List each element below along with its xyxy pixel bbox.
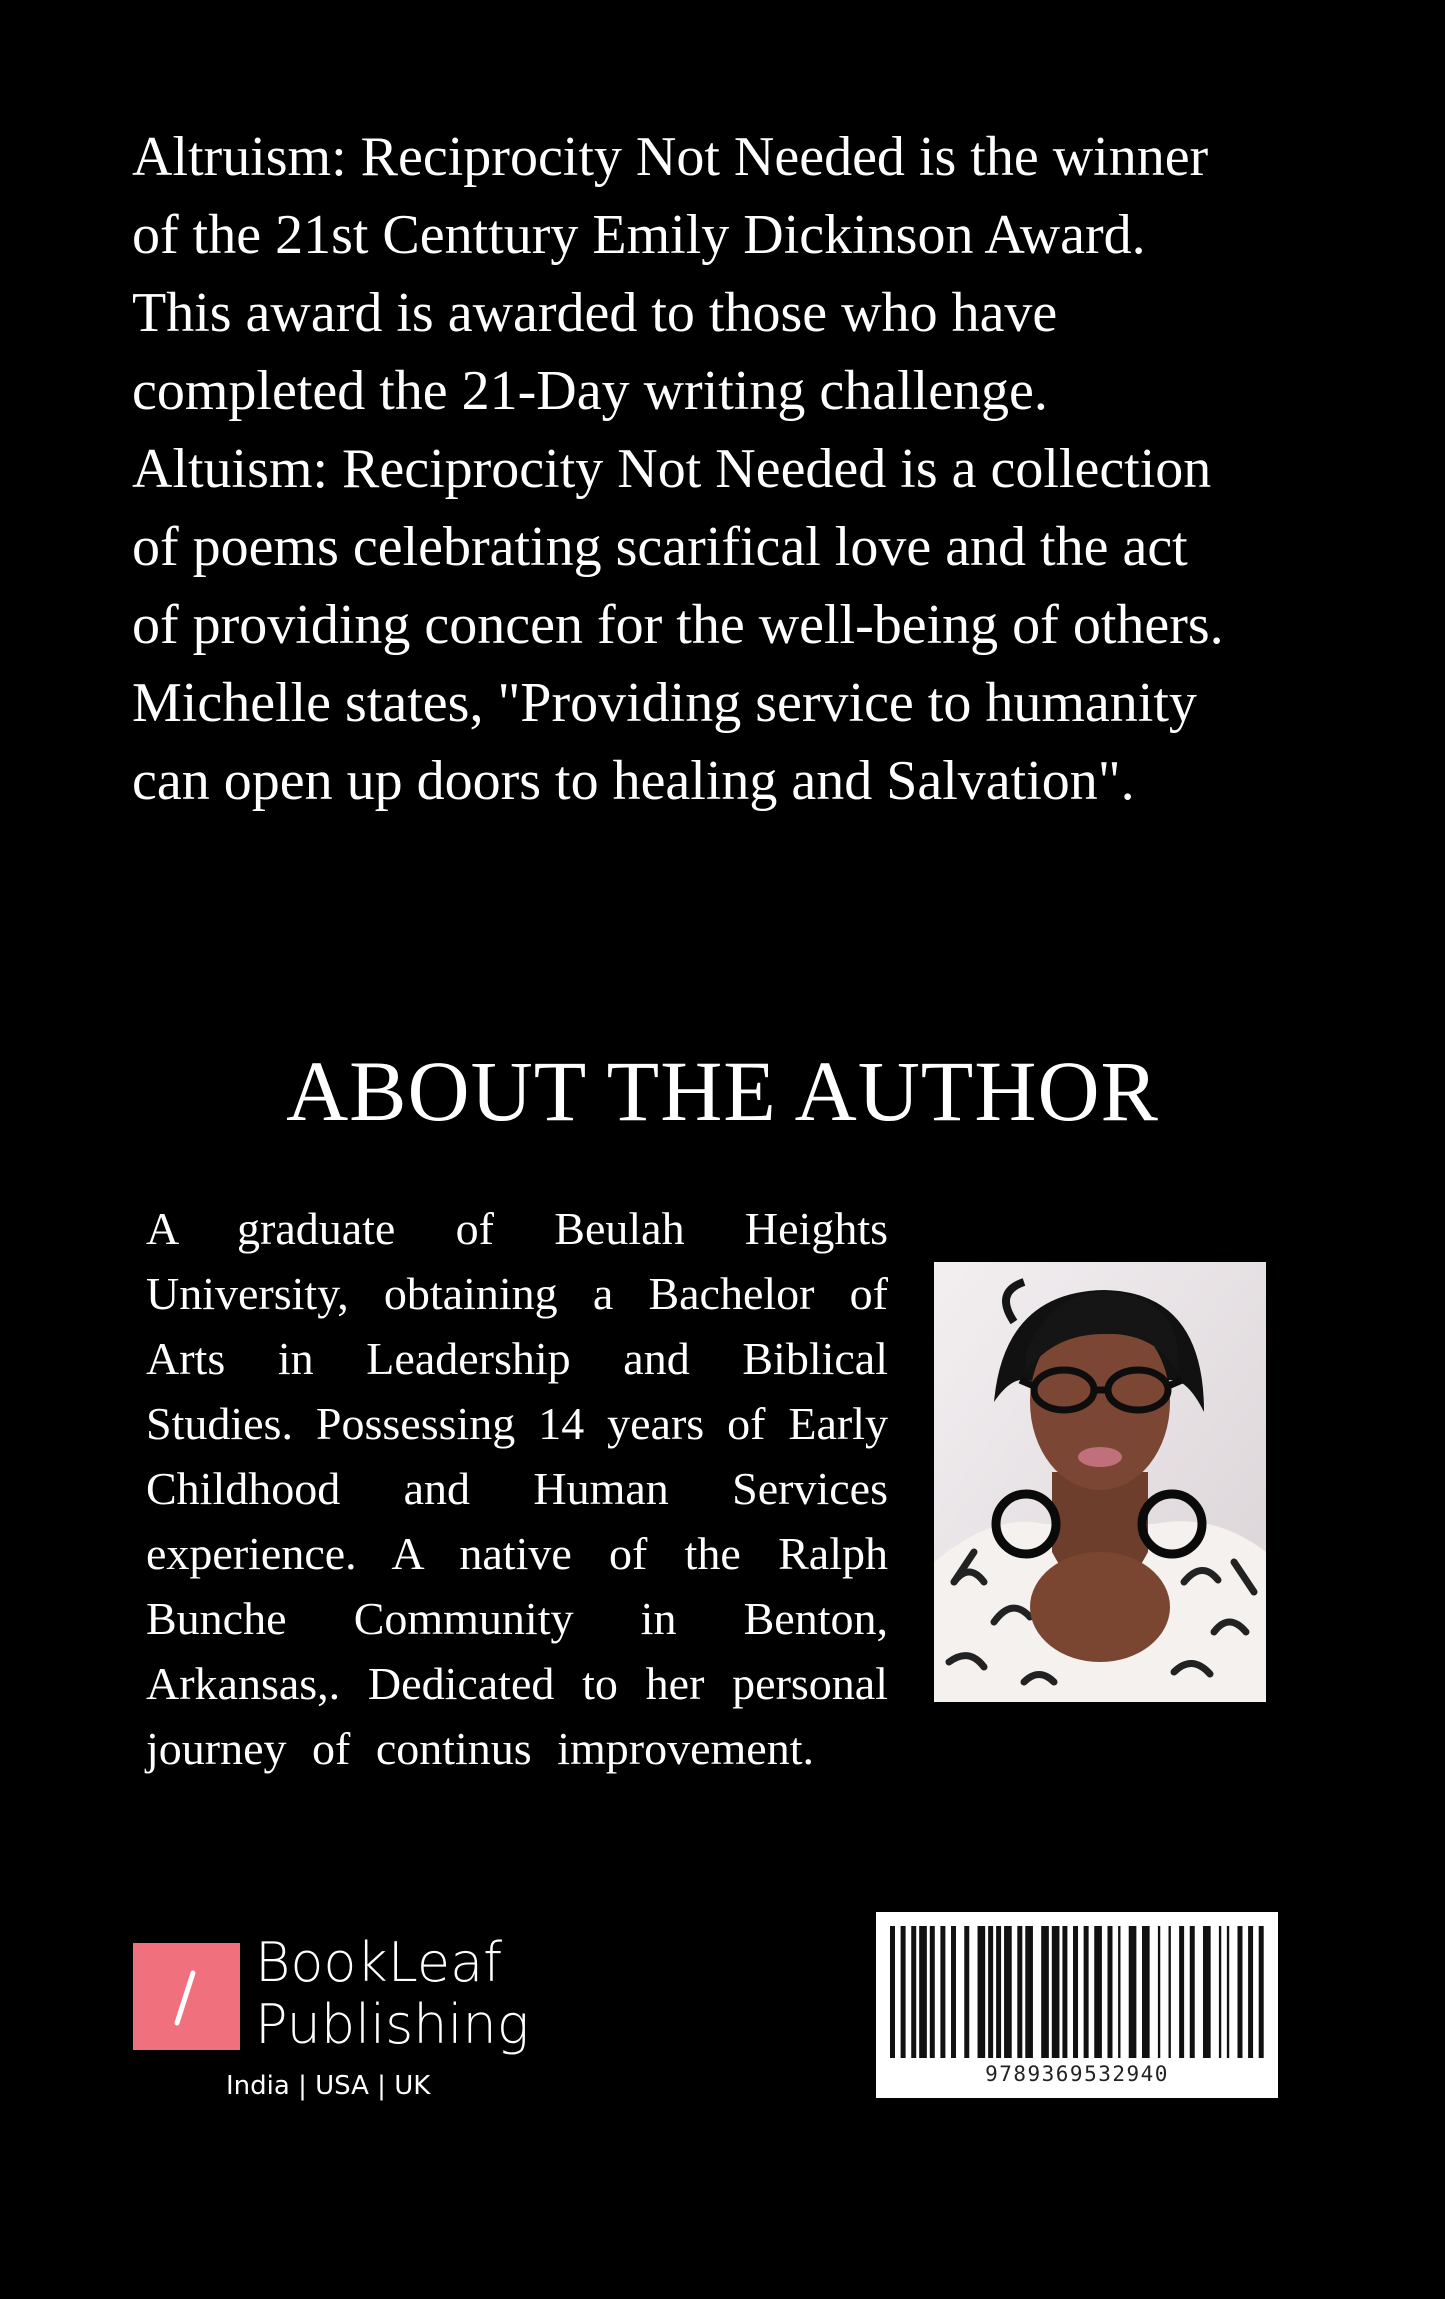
bio-line: Bunche Community in Benton, [146, 1593, 888, 1644]
bio-line: Arts in Leadership and Biblical [146, 1333, 888, 1384]
barcode-bar [930, 1926, 935, 2058]
blurb-line: of providing concen for the well-being of others. [132, 594, 1224, 656]
back-cover-blurb [132, 118, 1332, 820]
bio-line: Studies. Possessing 14 years of Early [146, 1398, 888, 1449]
bio-line: experience. A native of the Ralph [146, 1528, 888, 1579]
isbn-number: 9789369532940 [985, 2062, 1169, 2086]
bookleaf-publishing-logo [133, 1931, 533, 2120]
barcode-bar [988, 1926, 993, 2058]
barcode-bar [1118, 1926, 1120, 2058]
barcode-bar [1108, 1926, 1113, 2058]
barcode-bar [1052, 1926, 1060, 2058]
barcode-bar [1248, 1926, 1253, 2058]
blurb-line: completed the 21-Day writing challenge. [132, 360, 1048, 422]
barcode-bars-icon [890, 1926, 1264, 2058]
logo-mark [133, 1943, 240, 2050]
blurb-line: of the 21st Centtury Emily Dickinson Award. [132, 204, 1146, 266]
blurb-line: of poems celebrating scarifical love and the act [132, 516, 1188, 578]
bio-line: A graduate of Beulah Heights [146, 1203, 888, 1254]
barcode-bar [940, 1926, 945, 2058]
bio-line: Childhood and Human Services [146, 1463, 888, 1514]
barcode-bar [1237, 1926, 1242, 2058]
slash-icon [133, 1943, 240, 2050]
barcode-bar [1227, 1926, 1229, 2058]
publisher-name [255, 1932, 529, 2056]
barcode-bar [901, 1926, 906, 2058]
barcode-bar [1025, 1926, 1033, 2058]
blurb-line: Altruism: Reciprocity Not Needed is the winner [132, 126, 1209, 188]
bio-line: Arkansas,. Dedicated to her personal [146, 1658, 888, 1709]
barcode-bar [1142, 1926, 1150, 2058]
barcode-bar [1203, 1926, 1211, 2058]
about-the-author-heading: ABOUT THE AUTHOR [286, 1043, 1159, 1139]
barcode-bar [1219, 1926, 1221, 2058]
author-photo [934, 1262, 1266, 1702]
barcode-bar [996, 1926, 1001, 2058]
barcode-bar [1094, 1926, 1102, 2058]
barcode-bar [964, 1926, 969, 2058]
barcode-bar [1062, 1926, 1067, 2058]
blurb-line: Altuism: Reciprocity Not Needed is a collection [132, 438, 1212, 500]
publisher-regions: India | USA | UK [226, 2071, 431, 2101]
barcode-bar [978, 1926, 986, 2058]
barcode-bar [1190, 1926, 1195, 2058]
barcode-bar [1129, 1926, 1137, 2058]
barcode-bar [919, 1926, 927, 2058]
blurb-line: Michelle states, "Providing service to humanity [132, 672, 1197, 734]
barcode-bar [1073, 1926, 1078, 2058]
barcode-bar [1004, 1926, 1012, 2058]
barcode-bar [1259, 1926, 1264, 2058]
isbn-barcode [876, 1912, 1278, 2098]
barcode-bar [1017, 1926, 1022, 2058]
bio-line: University, obtaining a Bachelor of [146, 1268, 888, 1319]
author-bio [146, 1196, 888, 1781]
bio-line: journey of continus improvement. [146, 1723, 814, 1774]
barcode-bar [1158, 1926, 1160, 2058]
barcode-bar [890, 1926, 895, 2058]
barcode-bar [1179, 1926, 1184, 2058]
blurb-line: can open up doors to healing and Salvation". [132, 750, 1135, 812]
publisher-name-line1: BookLeaf [255, 1931, 503, 1994]
barcode-bar [1041, 1926, 1049, 2058]
barcode-bar [1084, 1926, 1089, 2058]
publisher-name-line2: Publishing [255, 1993, 530, 2056]
blurb-line: This award is awarded to those who have [132, 282, 1058, 344]
barcode-bar [1169, 1926, 1171, 2058]
barcode-bar [911, 1926, 916, 2058]
author-portrait-illustration [934, 1262, 1266, 1702]
barcode-bar [951, 1926, 956, 2058]
